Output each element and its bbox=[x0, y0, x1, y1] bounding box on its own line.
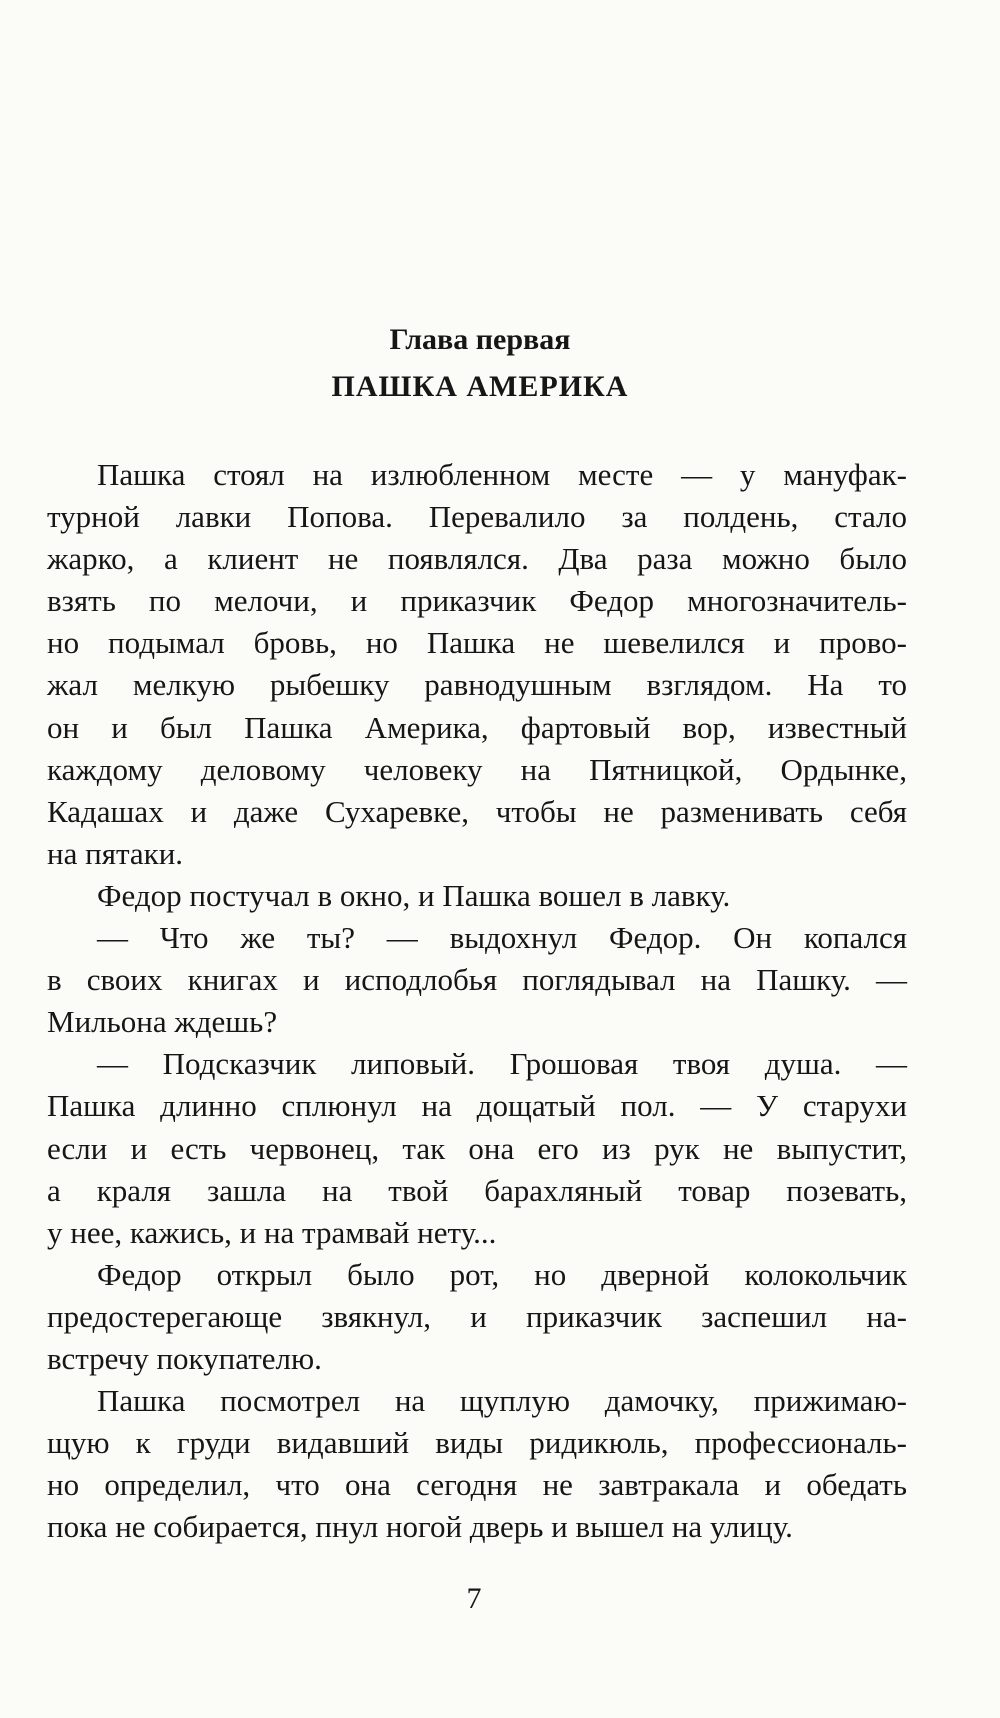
text-line: жарко, а клиент не появлялся. Два раза можно было bbox=[47, 541, 907, 577]
body-text bbox=[47, 454, 907, 1548]
paragraph bbox=[47, 1380, 907, 1548]
page-number: 7 bbox=[466, 1582, 482, 1615]
text-line: каждому деловому человеку на Пятницкой, Ордынке, bbox=[47, 751, 907, 787]
text-line: пока не собирается, пнул ногой дверь и вышел на улицу. bbox=[47, 1509, 793, 1545]
chapter-title: ПАШКА АМЕРИКА bbox=[331, 370, 629, 403]
text-line: он и был Пашка Америка, фартовый вор, известный bbox=[47, 709, 907, 745]
text-line: щую к груди видавший виды ридикюль, профессиональ- bbox=[47, 1425, 907, 1461]
text-line: взять по мелочи, и приказчик Федор многозначитель- bbox=[47, 583, 907, 619]
text-line: Мильона ждешь? bbox=[47, 1004, 278, 1040]
text-line: если и есть червонец, так она его из рук не выпустит, bbox=[47, 1130, 907, 1166]
chapter-label: Глава первая bbox=[389, 323, 571, 356]
text-line: но подымал бровь, но Пашка не шевелился и прово- bbox=[47, 625, 907, 661]
text-line: Пашка стоял на излюбленном месте — у мануфак- bbox=[97, 457, 907, 492]
text-line: — Подсказчик липовый. Грошовая твоя душа. — bbox=[97, 1046, 907, 1082]
text-line: Пашка длинно сплюнул на дощатый пол. — У старухи bbox=[47, 1088, 907, 1124]
text-line: Федор постучал в окно, и Пашка вошел в лавку. bbox=[97, 877, 731, 913]
text-line: Кадашах и даже Сухаревке, чтобы не разменивать себя bbox=[47, 793, 907, 829]
text-line: турной лавки Попова. Перевалило за полдень, стало bbox=[47, 499, 907, 535]
paragraph bbox=[47, 454, 907, 875]
text-line: а краля зашла на твой барахляный товар позевать, bbox=[47, 1172, 907, 1208]
text-line: у нее, кажись, и на трамвай нету... bbox=[47, 1214, 497, 1250]
text-line: в своих книгах и исподлобья поглядывал на Пашку. — bbox=[47, 962, 907, 998]
paragraph bbox=[47, 917, 907, 1043]
text-line: — Что же ты? — выдохнул Федор. Он копался bbox=[97, 920, 907, 956]
text-line: встречу покупателю. bbox=[47, 1340, 322, 1376]
text-line: Федор открыл было рот, но дверной колокольчик bbox=[97, 1256, 907, 1292]
text-line: на пятаки. bbox=[47, 835, 184, 871]
paragraph bbox=[47, 1043, 907, 1253]
text-line: предостерегающе звякнул, и приказчик заспешил на- bbox=[47, 1298, 907, 1334]
paragraph bbox=[47, 875, 907, 917]
paragraph bbox=[47, 1254, 907, 1380]
text-line: но определил, что она сегодня не завтракала и обедать bbox=[47, 1467, 907, 1503]
text-line: жал мелкую рыбешку равнодушным взглядом. На то bbox=[47, 667, 907, 703]
text-line: Пашка посмотрел на щуплую дамочку, прижимаю- bbox=[97, 1383, 907, 1419]
